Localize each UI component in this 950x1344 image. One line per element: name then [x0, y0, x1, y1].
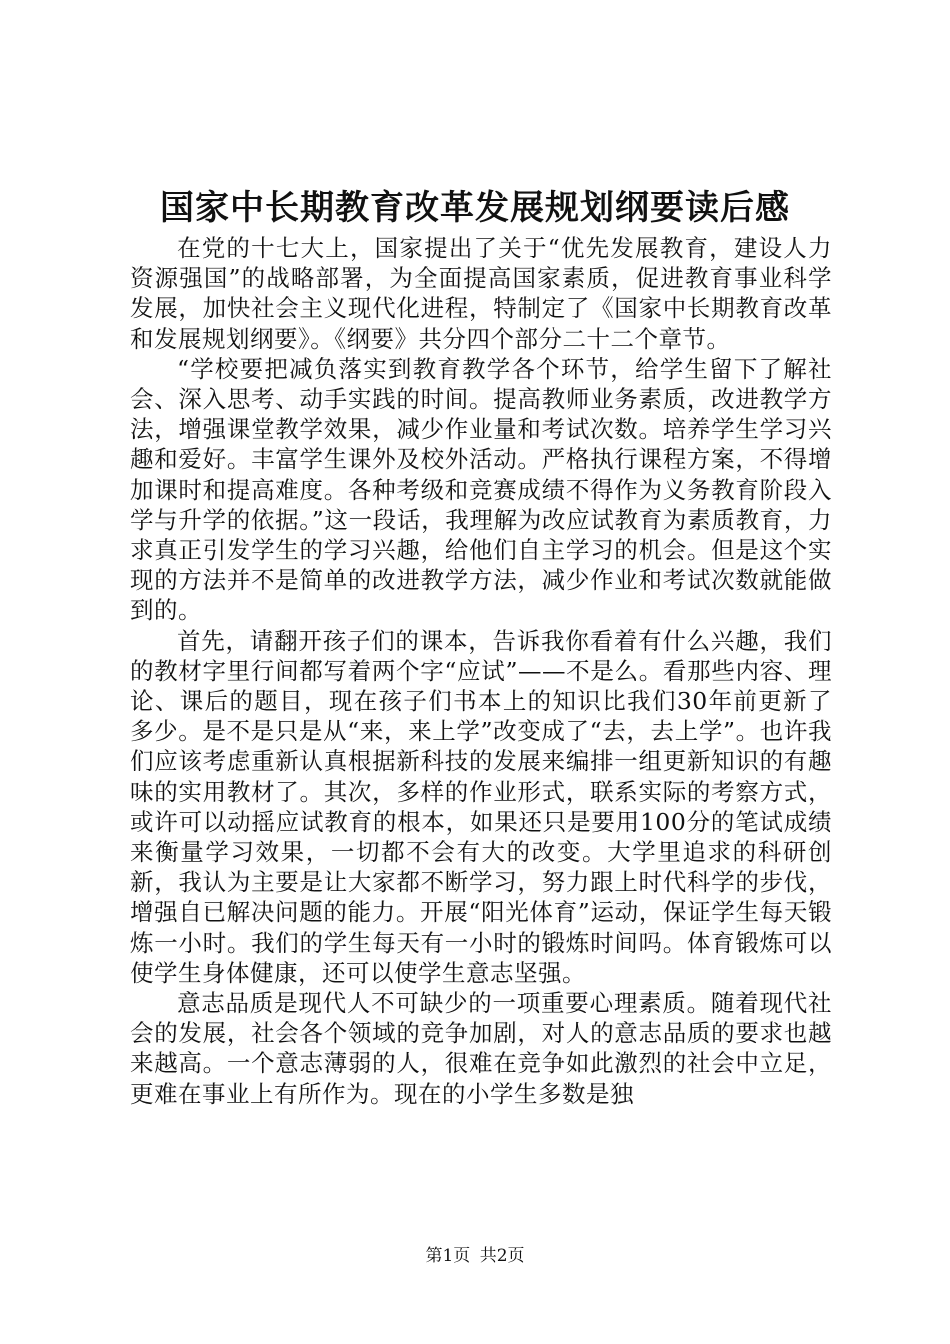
page-total: 共2页 — [479, 1246, 525, 1266]
paragraph-2: “学校要把减负落实到教育教学各个环节，给学生留下了解社会、深入思考、动手实践的时间。提高教师业务素质，改进教学方法，增强课堂教学效果，减少作业量和考试次数。培养学生学习兴趣和爱好。丰富学生课外及校外活动。严格执行课程方案，不得增加课时和提高难度。各种考级和竞赛成绩不得作为义务教育阶段入学与升学的依据。”这一段话，我理解为改应试教育为素质教育，力求真正引发学生的学习兴趣，给他们自主学习的机会。但是这个实现的方法并不是简单的改进教学方法，减少作业和考试次数就能做到的。 — [130, 354, 832, 625]
paragraph-1: 在党的十七大上，国家提出了关于“优先发展教育，建设人力资源强国”的战略部署，为全面提高国家素质，促进教育事业科学发展，加快社会主义现代化进程，特制定了《国家中长期教育改革和发展规划纲要》。《纲要》共分四个部分二十二个章节。 — [130, 234, 832, 353]
page-number: 第1页 — [425, 1246, 471, 1266]
document-title: 国家中长期教育改革发展规划纲要读后感 — [160, 188, 790, 228]
page-footer — [0, 1244, 950, 1268]
paragraph-3: 首先，请翻开孩子们的课本，告诉我你看着有什么兴趣，我们的教材字里行间都写着两个字“应试”——不是么。看那些内容、理论、课后的题目，现在孩子们书本上的知识比我们30年前更新了多少。是不是只是从“来，来上学”改变成了“去，去上学”。也许我们应该考虑重新认真根据新科技的发展来编排一组更新知识的有趣味的实用教材了。其次，多样的作业形式，联系实际的考察方式，或许可以动摇应试教育的根本，如果还只是要用100分的笔试成绩来衡量学习效果，一切都不会有大的改变。大学里追求的科研创新，我认为主要是让大家都不断学习，努力跟上时代科学的步伐，增强自已解决问题的能力。开展“阳光体育”运动，保证学生每天锻炼一小时。我们的学生每天有一小时的锻炼时间吗。体育锻炼可以使学生身体健康，还可以使学生意志坚强。 — [130, 626, 832, 987]
document-body — [130, 233, 832, 1109]
paragraph-4: 意志品质是现代人不可缺少的一项重要心理素质。随着现代社会的发展，社会各个领域的竞争加剧，对人的意志品质的要求也越来越高。一个意志薄弱的人，很难在竞争如此激烈的社会中立足，更难在事业上有所作为。现在的小学生多数是独 — [130, 989, 832, 1108]
